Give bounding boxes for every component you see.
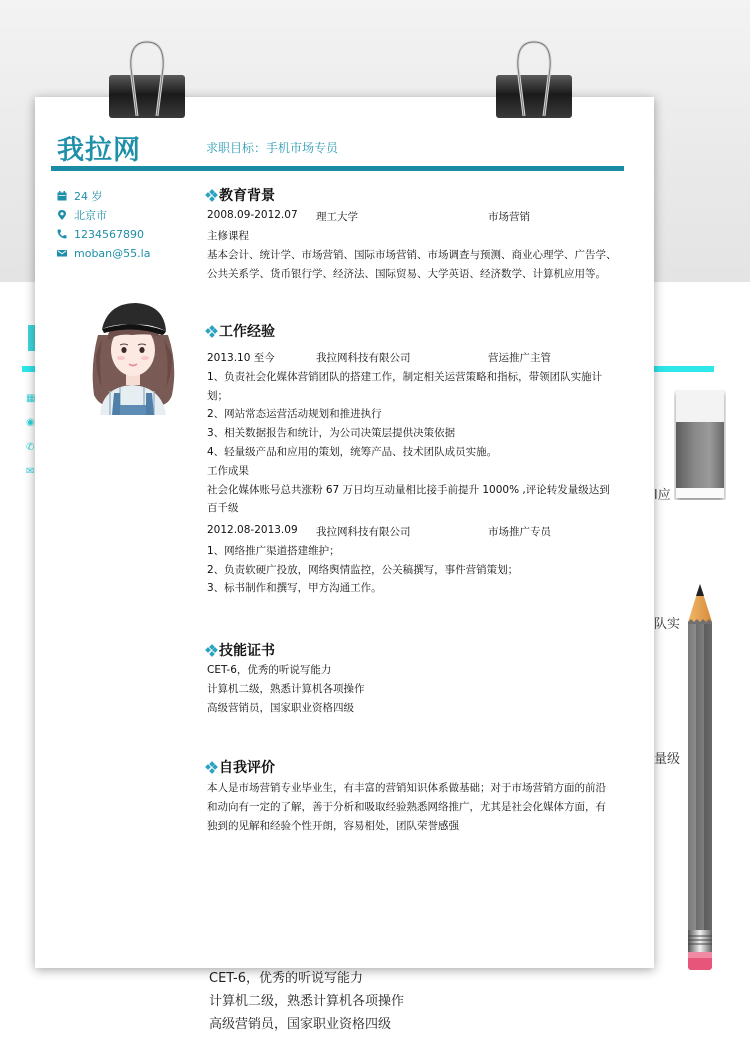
job-role: 营运推广主管 (488, 352, 551, 364)
background-phone-icon: ✆ (26, 442, 35, 453)
background-mail-icon: ✉ (26, 466, 35, 477)
education-major: 市场营销 (488, 211, 530, 223)
job-duty-line: 2、负责软硬广投放，网络舆情监控，公关稿撰写，事件营销策划； (207, 564, 519, 576)
diamond-bullet-icon (206, 326, 217, 337)
binder-clip-icon (107, 38, 187, 118)
diamond-bullet-icon (206, 190, 217, 201)
diamond-bullet-icon (206, 645, 217, 656)
background-peek-text: 队实 (654, 617, 681, 632)
background-skill-line: 计算机二级，熟悉计算机各项操作 (209, 994, 405, 1009)
job-company: 我拉网科技有限公司 (316, 526, 411, 538)
job-period: 2013.10 至今 (207, 352, 275, 364)
education-courses-line: 基本会计、统计学、市场营销、国际市场营销、市场调查与预测、商业心理学、广告学、 (207, 249, 617, 261)
contact-location (57, 207, 197, 223)
candidate-name: 我拉网 (57, 135, 141, 166)
job-achievement-line: 百千级 (207, 502, 239, 514)
background-sheet-rule-right (654, 366, 714, 372)
job-duty-line: 1、网络推广渠道搭建维护； (207, 545, 340, 557)
job-duty-line: 3、相关数据报告和统计，为公司决策层提供决策依据 (207, 427, 456, 439)
section-title-work: 工作经验 (206, 321, 275, 341)
job-duty-line: 4、轻量级产品和应用的策划，统筹产品、技术团队成员实施。 (207, 446, 498, 458)
skill-item: 高级营销员，国家职业资格四级 (207, 702, 354, 714)
education-courses-line: 公共关系学、货币银行学、经济法、国际贸易、大学英语、经济数学、计算机应用等。 (207, 268, 606, 280)
contact-phone-text: 1234567890 (74, 227, 144, 241)
background-peek-text: 量级 (654, 752, 681, 767)
education-period: 2008.09-2012.07 (207, 209, 298, 221)
section-title-skills: 技能证书 (206, 640, 275, 660)
contact-age (57, 188, 197, 204)
background-location-icon: ◉ (26, 417, 35, 428)
job-period: 2012.08-2013.09 (207, 524, 298, 536)
job-achievement-label: 工作成果 (207, 465, 249, 477)
contact-age-text: 24 岁 (74, 190, 103, 203)
job-duty-line: 划； (207, 390, 228, 402)
skill-item: 计算机二级，熟悉计算机各项操作 (207, 683, 365, 695)
self-eval-line: 和动向有一定的了解，善于分析和吸取经验熟悉网络推广，尤其是社会化媒体方面，有 (207, 801, 606, 813)
section-title-self-evaluation: 自我评价 (206, 757, 275, 777)
education-school: 理工大学 (316, 211, 358, 223)
section-title-education: 教育背景 (206, 185, 275, 205)
eraser-icon (674, 390, 726, 500)
binder-clip-icon (494, 38, 574, 118)
job-duty-line: 3、标书制作和撰写，甲方沟通工作。 (207, 582, 382, 594)
job-duty-line: 2、网站常态运营活动规划和推进执行 (207, 408, 382, 420)
location-pin-icon (57, 210, 67, 220)
background-calendar-icon: ▦ (26, 393, 36, 404)
job-company: 我拉网科技有限公司 (316, 352, 411, 364)
background-skill-line: CET-6，优秀的听说写能力 (209, 971, 364, 986)
phone-icon (57, 229, 67, 239)
calendar-icon (57, 191, 67, 201)
job-achievement-line: 社会化媒体账号总共涨粉 67 万日均互动量相比接手前提升 1000% ,评论转发量级达到 (207, 484, 610, 496)
self-eval-line: 本人是市场营销专业毕业生，有丰富的营销知识体系做基础；对于市场营销方面的前沿 (207, 782, 606, 794)
self-eval-line: 独到的见解和经验个性开朗，容易相处，团队荣誉感强 (207, 820, 459, 832)
header-divider (51, 166, 624, 171)
background-skill-line: 高级营销员，国家职业资格四级 (209, 1017, 392, 1032)
contact-email-text[interactable]: moban@55.la (74, 246, 151, 260)
contact-location-text: 北京市 (74, 209, 107, 222)
diamond-bullet-icon (206, 762, 217, 773)
job-objective: 求职目标：手机市场专员 (206, 141, 339, 155)
job-duty-line: 1、负责社会化媒体营销团队的搭建工作，制定相关运营策略和指标，带领团队实施计 (207, 371, 603, 383)
background-peek-text: l应 (654, 488, 671, 503)
avatar (80, 295, 185, 415)
contact-email[interactable] (57, 245, 197, 261)
contact-phone (57, 226, 197, 242)
job-role: 市场推广专员 (488, 526, 551, 538)
skill-item: CET-6，优秀的听说写能力 (207, 664, 332, 676)
pencil-icon (686, 584, 714, 974)
education-courses-label: 主修课程 (207, 230, 249, 242)
mail-icon (57, 248, 67, 258)
